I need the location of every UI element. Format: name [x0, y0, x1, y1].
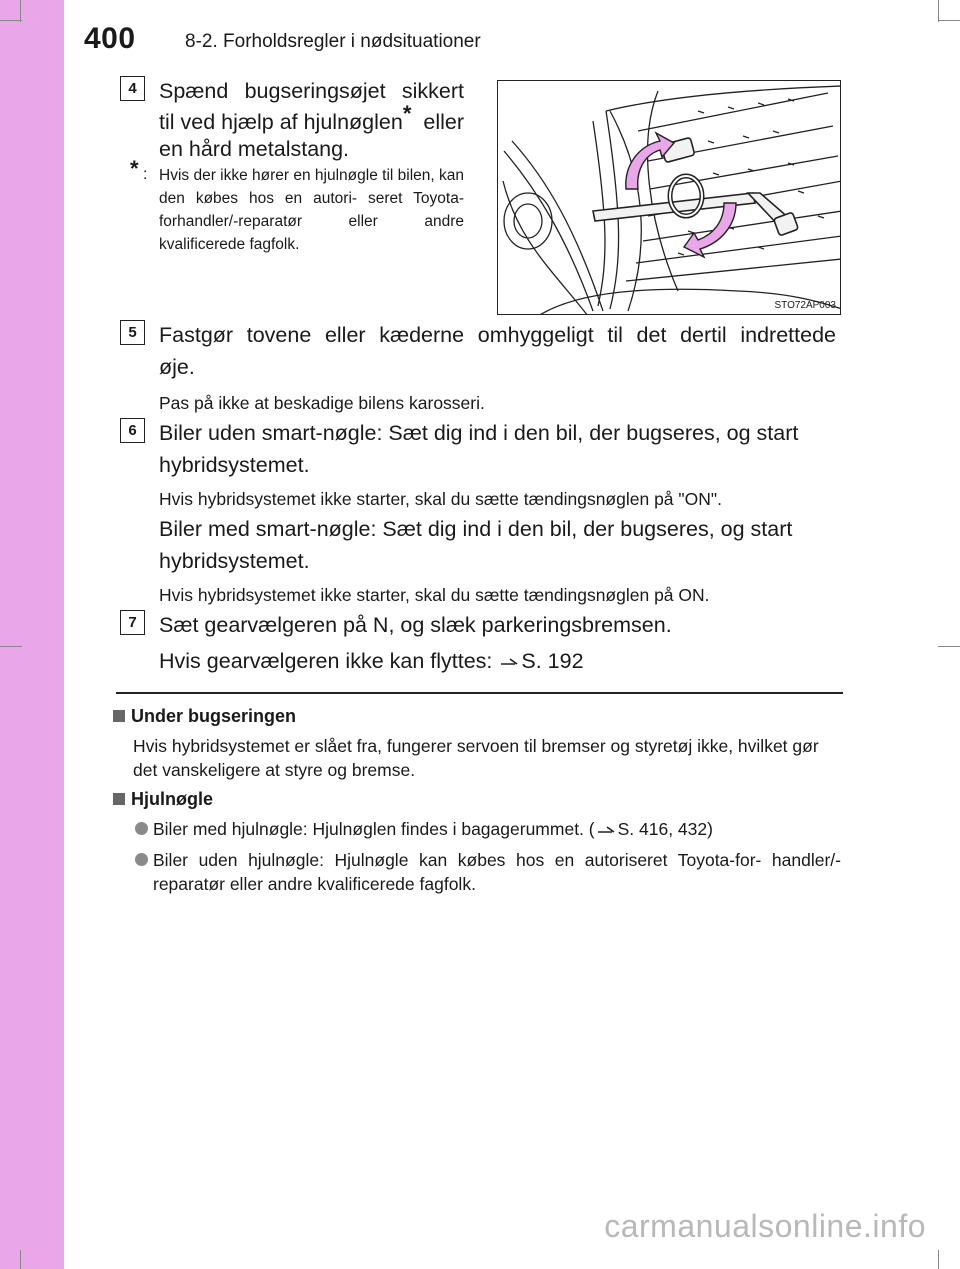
round-bullet-icon: [135, 822, 148, 835]
step-4-line-1: Spænd bugseringsøjet sikkert: [159, 79, 464, 103]
section-heading-towing-text: Under bugseringen: [131, 706, 297, 726]
step-7-line-2-text: Hvis gearvælgeren ikke kan flyttes:: [159, 649, 493, 673]
wrench-bullet-1: [153, 817, 841, 841]
section-heading-wrench-text: Hjulnøgle: [131, 789, 213, 809]
step-4-footnote: Hvis der ikke hører en hjulnøgle til bilen, kan den købes hos en autori- seret Toyota-forhandler/-reparatør eller andre kvalificerede fagfolk.: [159, 167, 464, 253]
step-badge-6: 6: [120, 418, 145, 443]
step-6-note-1: Hvis hybridsystemet ikke starter, skal du sætte tændingsnøglen på "ON".: [159, 489, 722, 509]
footnote-star: *: [130, 156, 139, 181]
watermark: carmanualsonline.info: [604, 1208, 926, 1244]
step-7-line-1: Sæt gearvælgeren på N, og slæk parkeringsbremsen.: [159, 613, 672, 637]
footnote-marker: *: [402, 100, 412, 126]
page-ref-arrow-icon: [597, 824, 617, 836]
section-heading-towing: [113, 706, 296, 727]
step-5-line-2: øje.: [159, 355, 195, 379]
footnote-colon: :: [143, 166, 148, 183]
step-7-page-ref[interactable]: S. 192: [521, 649, 584, 673]
crop-mark: [20, 0, 21, 22]
section-title: 8-2. Forholdsregler i nødsituationer: [185, 31, 481, 52]
square-bullet-icon: [113, 710, 125, 722]
crop-mark: [938, 20, 960, 21]
step-5-line-1: Fastgør tovene eller kæderne omhyggeligt til det dertil indrettede: [159, 323, 836, 347]
crop-mark: [938, 1250, 939, 1269]
crop-mark: [0, 20, 22, 21]
round-bullet-icon: [135, 853, 148, 866]
step-6-line-3: Biler med smart-nøgle: Sæt dig ind i den bil, der bugseres, og start: [159, 517, 793, 541]
chapter-sidebar: [0, 0, 64, 1269]
step-5-note: Pas på ikke at beskadige bilens karosseri.: [159, 393, 485, 413]
step-badge-7: 7: [120, 610, 145, 635]
figure-code: STO72AP003: [774, 300, 836, 311]
page-ref-arrow-icon: [500, 656, 520, 668]
step-4-line-2-pre: til ved hjælp af hjulnøglen: [159, 110, 403, 134]
step-7-line-2: [159, 646, 584, 677]
step-badge-5: 5: [120, 320, 145, 345]
illustration-drawing: [498, 81, 841, 315]
square-bullet-icon: [113, 793, 125, 805]
page-number: 400: [84, 22, 136, 55]
section-text-towing: Hvis hybridsystemet er slået fra, fungerer servoen til bremser og styretøj ikke, hvilket gør det vanskeligere at styre og bremse.: [133, 736, 819, 780]
step-badge-4: 4: [120, 76, 145, 101]
wrench-bullet-1-text: Biler med hjulnøgle: Hjulnøglen findes i bagagerummet. (: [153, 819, 595, 839]
wrench-bullet-2: Biler uden hjulnøgle: Hjulnøgle kan købes hos en autoriseret Toyota-for- handler/-reparatør eller andre kvalificerede fagfolk.: [153, 850, 841, 894]
crop-mark: [938, 0, 939, 22]
crop-mark: [938, 646, 960, 647]
step-6-note-2: Hvis hybridsystemet ikke starter, skal du sætte tændingsnøglen på ON.: [159, 585, 710, 605]
step-6-line-2: hybridsystemet.: [159, 453, 310, 477]
step-6-line-4: hybridsystemet.: [159, 549, 310, 573]
section-divider: [116, 692, 843, 694]
crop-mark: [20, 1250, 21, 1269]
section-heading-wrench: [113, 789, 213, 810]
crop-mark: [0, 646, 22, 647]
step-4-line-3: en hård metalstang.: [159, 137, 350, 161]
step-4-line-2-post: eller: [423, 110, 464, 134]
tow-eyelet-illustration: [497, 80, 841, 315]
wrench-bullet-1-ref[interactable]: S. 416, 432): [617, 819, 713, 839]
step-6-line-1: Biler uden smart-nøgle: Sæt dig ind i den bil, der bugseres, og start: [159, 421, 799, 445]
